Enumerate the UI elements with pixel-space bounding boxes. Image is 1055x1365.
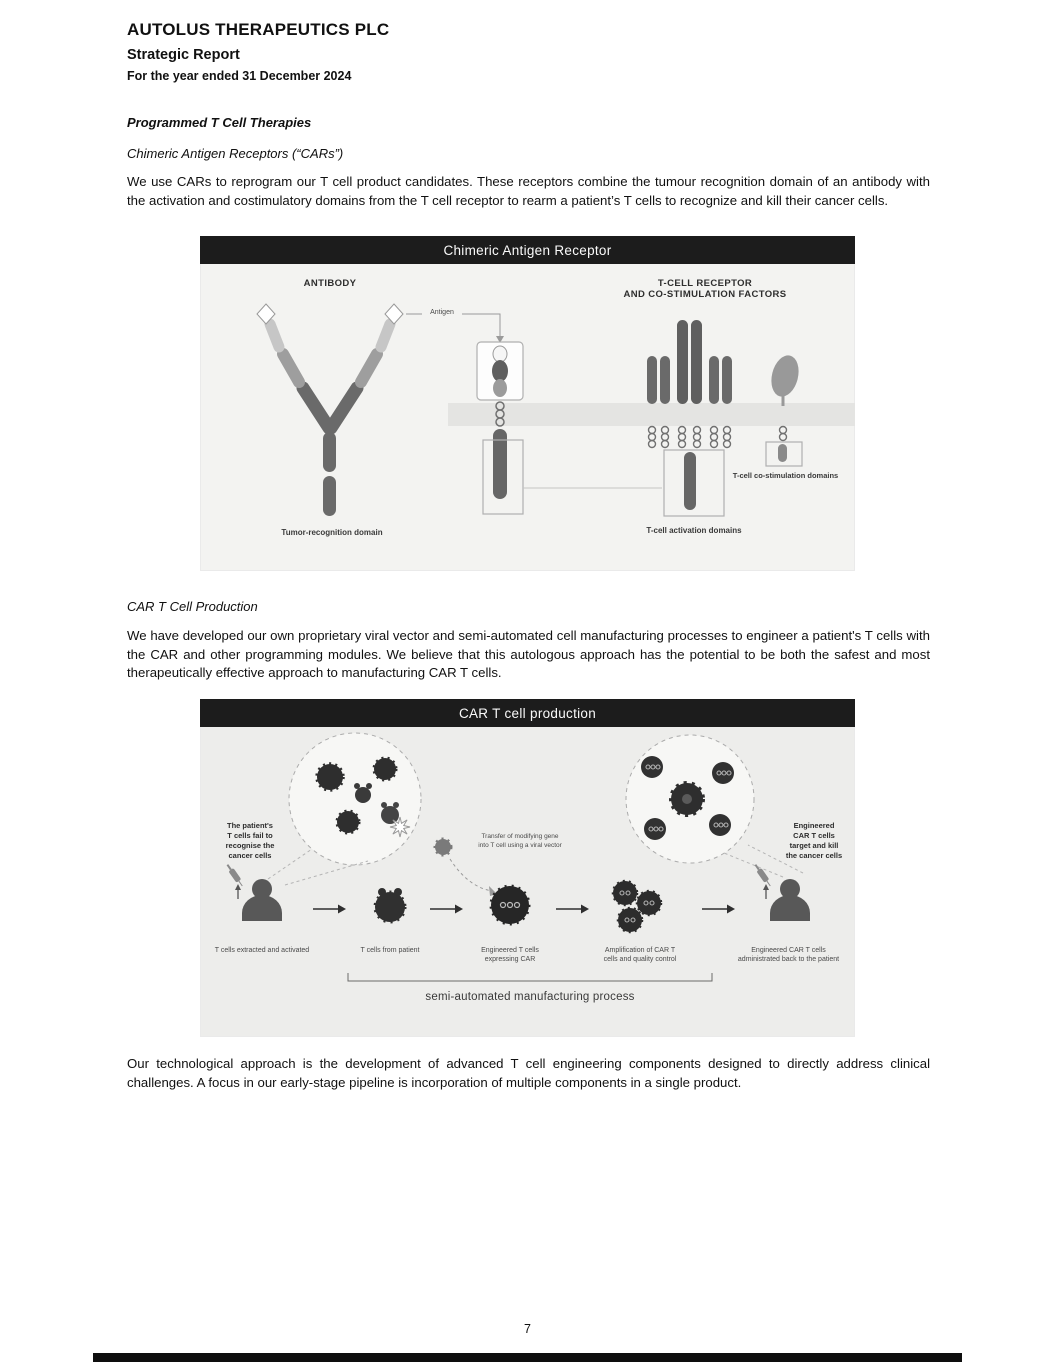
paragraph-production: We have developed our own proprietary viral vector and semi-automated cell manufacturing processes to engineer a patient's T cells with the CAR and other programming modules. We believe that this autologous approach has the potential to be both the safest and most therapeutically effective approach to manufacturing CAR T cells. xyxy=(127,628,930,681)
paragraph-technological-approach: Our technological approach is the development of advanced T cell engineering components designed to directly address clinical challenges. A focus in our early-stage pipeline is incorporation of multiple components in a single product. xyxy=(127,1056,930,1090)
report-title: Strategic Report xyxy=(127,47,240,63)
paragraph-cars: We use CARs to reprogram our T cell product candidates. These receptors combine the tumour recognition domain of an antibody with the activation and costimulatory domains from the T cell receptor to rearm a patient’s T cells to recognize and kill their cancer cells. xyxy=(127,174,930,208)
diagram1-title: Chimeric Antigen Receptor xyxy=(443,242,612,258)
patient-left-figure xyxy=(225,863,282,921)
diagram2-body xyxy=(200,727,855,1037)
syringe-icon-right xyxy=(753,863,773,888)
diagram2-title-bar xyxy=(200,699,855,727)
step-label-administrated-back: Engineered CAR T cells administrated back to the patient xyxy=(737,947,840,964)
company-title: AUTOLUS THERAPEUTICS PLC xyxy=(127,20,390,39)
diagram2-title: CAR T cell production xyxy=(458,705,597,721)
cell-membrane-band xyxy=(448,403,855,426)
label-tcell-costimulation-domains: T-cell co-stimulation domains xyxy=(732,471,839,480)
label-antibody: ANTIBODY xyxy=(303,278,357,289)
report-period: For the year ended 31 December 2024 xyxy=(127,69,352,83)
amplification-cells-icon xyxy=(613,881,661,932)
t-cell-icon xyxy=(375,888,405,922)
section-heading-programmed-t-cell-therapies: Programmed T Cell Therapies xyxy=(127,115,312,130)
step-label-expressing-car: Engineered T cells expressing CAR xyxy=(481,947,539,964)
label-tcell-receptor: T-CELL RECEPTOR AND CO-STIMULATION FACTORS xyxy=(623,278,787,300)
step-label-extracted: T cells extracted and activated xyxy=(214,947,310,954)
diagram-car-t-cell-production xyxy=(200,699,855,1037)
diagram1-body xyxy=(200,264,855,571)
page-number: 7 xyxy=(524,1322,531,1336)
syringe-icon xyxy=(225,863,245,888)
antigen-connector-line xyxy=(406,314,504,343)
label-tumor-recognition-domain: Tumor-recognition domain xyxy=(281,528,383,537)
step-label-from-patient: T cells from patient xyxy=(360,947,420,954)
subsection-chimeric-antigen-receptors: Chimeric Antigen Receptors (“CARs”) xyxy=(127,146,344,161)
semi-automated-process-label: semi-automated manufacturing process xyxy=(425,991,635,1003)
label-antigen: Antigen xyxy=(430,309,454,316)
patient-cells-cluster xyxy=(268,733,421,885)
antibody-illustration xyxy=(257,304,403,516)
diagram1-title-bar xyxy=(200,236,855,264)
process-bracket xyxy=(348,973,712,981)
diagram-chimeric-antigen-receptor xyxy=(200,236,855,571)
step-label-amplification: Amplification of CAR T cells and quality control xyxy=(603,947,677,964)
caption-engineered-cells-kill: Engineered CAR T cells target and kill the cancer cells xyxy=(785,821,843,861)
car-illustration xyxy=(200,264,855,571)
footer-bar xyxy=(93,1353,962,1362)
label-tcell-activation-domains: T-cell activation domains xyxy=(646,526,742,535)
engineered-t-cell-icon xyxy=(491,886,529,924)
caption-patient-cells-fail: The patient's T cells fail to recognise the cancer cells xyxy=(225,821,275,861)
caption-viral-transfer: Transfer of modifying gene into T cell using a viral vector xyxy=(478,833,562,849)
subsection-car-t-cell-production: CAR T Cell Production xyxy=(127,599,258,614)
car-construct-illustration xyxy=(477,342,662,514)
